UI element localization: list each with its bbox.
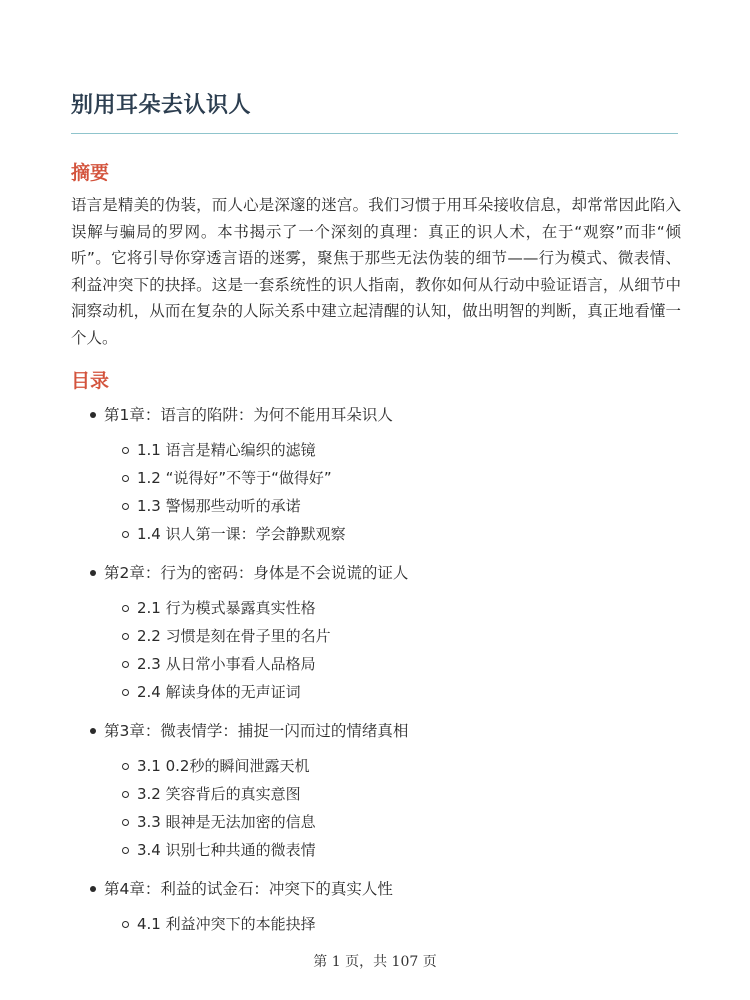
bullet-icon <box>90 412 96 418</box>
toc-heading: 目录 <box>71 370 110 392</box>
bullet-icon <box>90 728 96 734</box>
section-title: 2.1 行为模式暴露真实性格 <box>137 599 316 617</box>
circle-bullet-icon <box>122 921 129 928</box>
toc-chapter-2 <box>71 560 681 706</box>
chapter-sections <box>104 910 681 938</box>
bullet-icon <box>90 570 96 576</box>
toc-section <box>104 594 681 622</box>
bullet-icon <box>90 886 96 892</box>
section-title: 1.2 “说得好”不等于“做得好” <box>137 469 332 487</box>
section-title: 3.2 笑容背后的真实意图 <box>137 785 301 803</box>
toc-section <box>104 464 681 492</box>
circle-bullet-icon <box>122 763 129 770</box>
toc-section <box>104 650 681 678</box>
toc-chapter-3 <box>71 718 681 864</box>
chapter-title: 第1章：语言的陷阱：为何不能用耳朵识人 <box>104 406 393 424</box>
abstract-heading: 摘要 <box>71 162 110 184</box>
section-title: 3.3 眼神是无法加密的信息 <box>137 813 316 831</box>
toc-section <box>104 678 681 706</box>
section-title: 2.4 解读身体的无声证词 <box>137 683 301 701</box>
circle-bullet-icon <box>122 447 129 454</box>
toc-section <box>104 492 681 520</box>
circle-bullet-icon <box>122 661 129 668</box>
toc-section <box>104 752 681 780</box>
circle-bullet-icon <box>122 633 129 640</box>
table-of-contents <box>71 402 681 950</box>
toc-section <box>104 436 681 464</box>
circle-bullet-icon <box>122 531 129 538</box>
circle-bullet-icon <box>122 689 129 696</box>
circle-bullet-icon <box>122 791 129 798</box>
abstract-text: 语言是精美的伪装，而人心是深邃的迷宫。我们习惯于用耳朵接收信息，却常常因此陷入误解与骗局的罗网。本书揭示了一个深刻的真理：真正的识人术，在于“观察”而非“倾听”。它将引导你穿透言语的迷雾，聚焦于那些无法伪装的细节——行为模式、微表情、利益冲突下的抉择。这是一套系统性的识人指南，教你如何从行动中验证语言，从细节中洞察动机，从而在复杂的人际关系中建立起清醒的认知，做出明智的判断，真正地看懂一个人。 <box>71 196 681 347</box>
chapter-title: 第2章：行为的密码：身体是不会说谎的证人 <box>104 564 409 582</box>
section-title: 1.3 警惕那些动听的承诺 <box>137 497 301 515</box>
circle-bullet-icon <box>122 847 129 854</box>
toc-chapter-1 <box>71 402 681 548</box>
toc-section <box>104 780 681 808</box>
section-title: 2.3 从日常小事看人品格局 <box>137 655 316 673</box>
circle-bullet-icon <box>122 819 129 826</box>
toc-section <box>104 808 681 836</box>
section-title: 1.1 语言是精心编织的滤镜 <box>137 441 316 459</box>
toc-chapter-4 <box>71 876 681 938</box>
section-title: 4.1 利益冲突下的本能抉择 <box>137 915 316 933</box>
chapter-sections <box>104 594 681 706</box>
circle-bullet-icon <box>122 503 129 510</box>
toc-section <box>104 910 681 938</box>
document-title: 别用耳朵去认识人 <box>71 93 252 118</box>
chapter-title: 第4章：利益的试金石：冲突下的真实人性 <box>104 880 393 898</box>
section-title: 1.4 识人第一课：学会静默观察 <box>137 525 346 543</box>
chapter-sections <box>104 752 681 864</box>
toc-section <box>104 836 681 864</box>
page-number: 第 1 页，共 107 页 <box>313 954 437 970</box>
chapter-sections <box>104 436 681 548</box>
circle-bullet-icon <box>122 475 129 482</box>
toc-section <box>104 520 681 548</box>
circle-bullet-icon <box>122 605 129 612</box>
toc-section <box>104 622 681 650</box>
title-divider <box>71 133 678 134</box>
section-title: 3.1 0.2秒的瞬间泄露天机 <box>137 757 310 775</box>
section-title: 3.4 识别七种共通的微表情 <box>137 841 316 859</box>
section-title: 2.2 习惯是刻在骨子里的名片 <box>137 627 331 645</box>
chapter-title: 第3章：微表情学：捕捉一闪而过的情绪真相 <box>104 722 409 740</box>
